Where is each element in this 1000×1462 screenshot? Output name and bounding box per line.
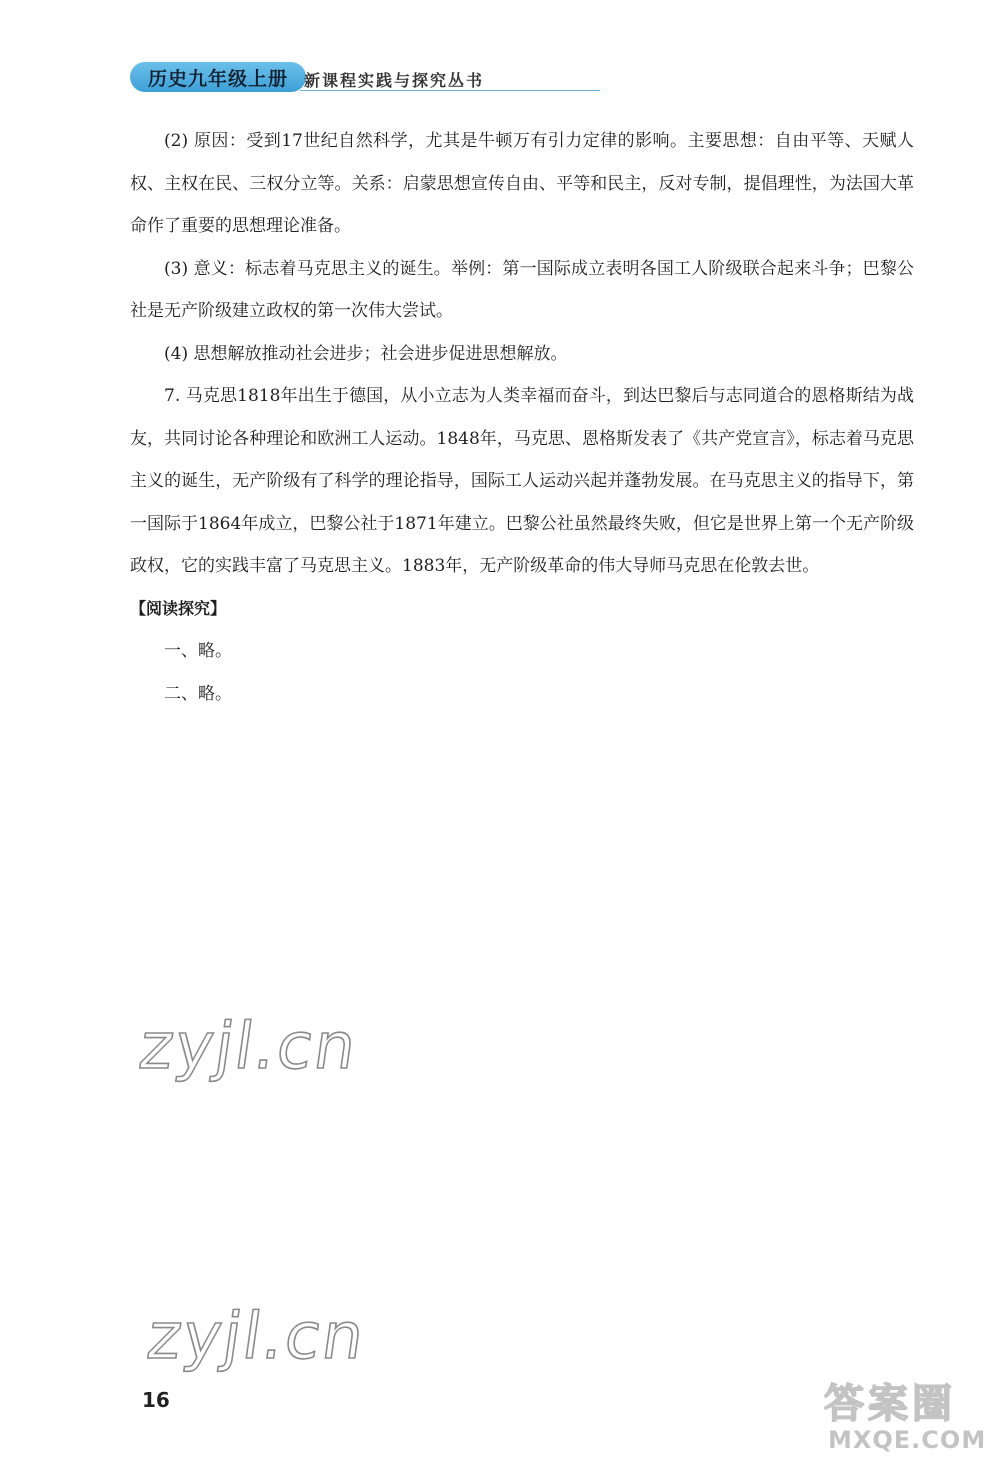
watermark-lower: zyjl.cn [142,1300,371,1374]
series-name: 新课程实践与探究丛书 [304,71,485,90]
reading-section-title: 【阅读探究】 [130,598,227,618]
answer-paragraph-3: (3) 意义：标志着马克思主义的诞生。举例：第一国际成立表明各国工人阶级联合起来斗争；巴黎公社是无产阶级建立政权的第一次伟大尝试。 [130,258,914,321]
corner-logo-mark: 答案圈 [824,1381,956,1427]
watermark-upper: zyjl.cn [134,1010,363,1084]
answer-paragraph-2: (2) 原因：受到17世纪自然科学，尤其是牛顿万有引力定律的影响。主要思想：自由平等、天赋人权、主权在民、三权分立等。关系：启蒙思想宣传自由、平等和民主，反对专制，提倡理性，为法国大革命作了重要的思想理论准备。 [130,131,914,236]
answer-content [130,120,914,715]
answer-paragraph-4: (4) 思想解放推动社会进步；社会进步促进思想解放。 [164,343,568,364]
header-divider [300,90,600,91]
answer-paragraph-7: 7. 马克思1818年出生于德国，从小立志为人类幸福而奋斗，到达巴黎后与志同道合的恩格斯结为战友，共同讨论各种理论和欧洲工人运动。1848年，马克思、恩格斯发表了《共产党宣言》，标志着马克思主义的诞生，无产阶级有了科学的理论指导，国际工人运动兴起并蓬勃发展。在马克思主义的指导下，第一国际于1864年成立，巴黎公社于1871年建立。巴黎公社虽然最终失败，但它是世界上第一个无产阶级政权，它的实践丰富了马克思主义。1883年，无产阶级革命的伟大导师马克思在伦敦去世。 [130,386,914,576]
page-header [130,62,485,96]
reading-item-2: 二、略。 [164,683,232,704]
corner-logo-site: MXQE.COM [828,1426,987,1454]
book-title-badge: 历史九年级上册 [130,62,306,92]
corner-logo [814,1372,994,1458]
page-number: 16 [142,1388,170,1412]
reading-item-1: 一、略。 [164,641,232,661]
